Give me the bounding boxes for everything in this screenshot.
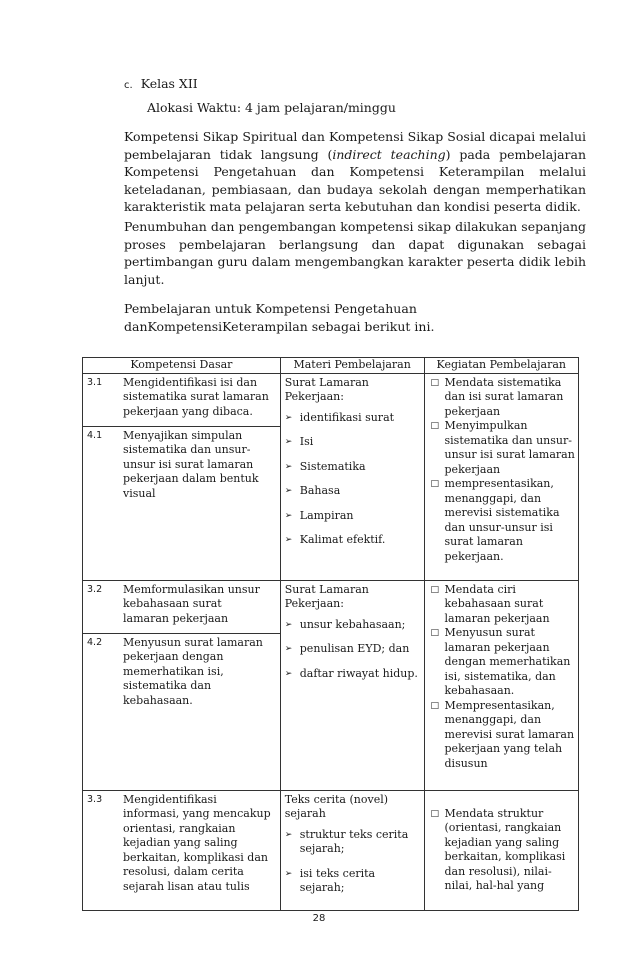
- materi-text: penulisan EYD; dan: [299, 642, 410, 655]
- kegiatan-text: Mempresentasikan, menanggapi, dan merevisi surat lamaran pekerjaan yang telah disusun: [444, 698, 575, 770]
- kd-item: [83, 581, 280, 633]
- kd-text: Menyajikan simpulan sistematika dan unsur-unsur isi surat lamaran pekerjaan dalam bentuk visual: [123, 428, 259, 500]
- materi-text: identifikasi surat: [299, 410, 395, 424]
- kd-text: Mengidentifikasi informasi, yang mencakup orientasi, rangkaian kejadian yang saling berkaitan, komplikasi dan resolusi, dalam cerita sejarah lisan atau tulis: [123, 792, 271, 893]
- arrow-bullet-icon: ➢: [284, 668, 293, 679]
- section-title: Kelas XII: [140, 76, 198, 91]
- arrow-bullet-icon: ➢: [284, 510, 293, 521]
- kd-number: 4.1: [87, 429, 103, 441]
- kd-item: [83, 791, 280, 899]
- materi-text: Kalimat efektif.: [299, 533, 386, 546]
- kegiatan-item: [431, 583, 576, 627]
- paragraph-2: Penumbuhan dan pengembangan kompetensi sikap dilakukan sepanjang proses pembelajaran berlangsung dan dapat digunakan sebagai pertimbangan guru dalam mengembangkan karakter peserta didik lebih lanjut.: [124, 219, 586, 287]
- materi-text: Sistematika: [299, 459, 366, 473]
- kegiatan-text: Mendata struktur (orientasi, rangkaian kejadian yang saling berkaitan, komplikasi dan resolusi), nilai-nilai, hal-hal yang: [444, 806, 566, 892]
- materi-item: [285, 642, 420, 657]
- arrow-bullet-icon: ➢: [284, 412, 293, 423]
- kd-item: [83, 426, 280, 506]
- materi-item: [285, 618, 420, 633]
- kd-text: Menyusun surat lamaran pekerjaan dengan memerhatikan isi, sistematika dan kebahasaan.: [123, 635, 263, 707]
- materi-item: [285, 435, 420, 450]
- kegiatan-cell: [424, 373, 578, 580]
- materi-cell: [280, 373, 424, 580]
- kd-text: Memformulasikan unsur kebahasaan surat lamaran pekerjaan: [123, 582, 260, 625]
- kegiatan-item: [431, 807, 576, 894]
- competency-table: [82, 357, 579, 911]
- kd-item: [83, 374, 280, 426]
- arrow-bullet-icon: ➢: [284, 486, 293, 496]
- kegiatan-item: [431, 477, 576, 564]
- table-row: [83, 580, 579, 790]
- kegiatan-item: [431, 699, 576, 772]
- arrow-bullet-icon: ➢: [284, 461, 293, 472]
- materi-item: [285, 509, 420, 524]
- kd-cell: [83, 580, 281, 790]
- arrow-bullet-icon: ➢: [284, 619, 293, 630]
- checkbox-bullet-icon: □: [430, 628, 440, 638]
- checkbox-bullet-icon: □: [430, 421, 440, 431]
- table-row: [83, 373, 579, 580]
- materi-item: [285, 484, 420, 499]
- checkbox-bullet-icon: □: [430, 700, 440, 711]
- materi-text: Isi: [299, 435, 314, 448]
- kd-number: 4.2: [87, 636, 103, 648]
- kegiatan-cell: [424, 580, 578, 790]
- paragraph-1: [124, 128, 586, 216]
- kegiatan-text: Mendata sistematika dan isi surat lamaran pekerjaan: [444, 375, 564, 418]
- paragraph-1-end: ) pada pembelajaran Kompetensi Pengetahuan dan Kompetensi Keterampilan melalui keteladanan, pembiasaan, dan budaya sekolah dengan memperhatikan karakteristik mata pelajaran serta kebutuhan dan kondisi peserta didik.: [124, 146, 587, 214]
- arrow-bullet-icon: ➢: [284, 644, 293, 654]
- materi-text: Bahasa: [299, 484, 341, 497]
- kegiatan-text: Mendata ciri kebahasaan surat lamaran pekerjaan: [444, 582, 550, 625]
- section-heading: [124, 76, 198, 91]
- paragraph-3-line-2: danKompetensiKeterampilan sebagai berikut ini.: [124, 318, 435, 334]
- arrow-bullet-icon: ➢: [284, 829, 293, 840]
- kd-number: 3.3: [87, 793, 103, 805]
- kegiatan-text: Menyimpulkan sistematika dan unsur-unsur isi surat lamaran pekerjaan: [444, 419, 575, 476]
- header-kompetensi-dasar: Kompetensi Dasar: [83, 358, 281, 374]
- header-kegiatan: Kegiatan Pembelajaran: [424, 358, 578, 374]
- materi-text: isi teks cerita sejarah;: [299, 866, 376, 894]
- kd-cell: [83, 373, 281, 580]
- page-number: 28: [312, 913, 326, 924]
- checkbox-bullet-icon: □: [430, 479, 440, 489]
- materi-text: Lampiran: [299, 508, 354, 522]
- kegiatan-item: [431, 419, 576, 477]
- materi-item: [285, 867, 420, 896]
- paragraph-3-line-1: Pembelajaran untuk Kompetensi Pengetahuan: [124, 301, 417, 316]
- materi-text: struktur teks cerita sejarah;: [299, 827, 409, 855]
- kegiatan-item: [431, 376, 576, 420]
- table-row: [83, 790, 579, 910]
- arrow-bullet-icon: ➢: [284, 437, 293, 447]
- checkbox-bullet-icon: □: [430, 377, 440, 388]
- materi-item: [285, 411, 420, 426]
- materi-cell: [280, 580, 424, 790]
- paragraph-1-start: Kompetensi Sikap Spiritual dan Kompetensi Sikap Sosial dicapai melalui pembelajaran tidak langsung (: [124, 129, 586, 162]
- materi-title: Teks cerita (novel) sejarah: [284, 792, 389, 820]
- materi-title: Surat Lamaran Pekerjaan:: [284, 582, 369, 610]
- kd-text: Mengidentifikasi isi dan sistematika surat lamaran pekerjaan yang dibaca.: [123, 375, 269, 418]
- materi-title: Surat Lamaran Pekerjaan:: [284, 375, 369, 403]
- materi-item: [285, 460, 420, 475]
- materi-item: [285, 667, 420, 682]
- kd-item: [83, 633, 280, 713]
- kd-cell: [83, 790, 281, 910]
- materi-item: [285, 828, 420, 857]
- section-letter: c.: [124, 80, 133, 91]
- arrow-bullet-icon: ➢: [284, 868, 293, 879]
- arrow-bullet-icon: ➢: [284, 535, 293, 545]
- kegiatan-cell: [424, 790, 578, 910]
- paragraph-1-emphasis: indirect teaching: [332, 146, 446, 162]
- kegiatan-item: [431, 626, 576, 699]
- kd-number: 3.2: [87, 583, 103, 595]
- kd-number: 3.1: [87, 376, 103, 388]
- materi-text: daftar riwayat hidup.: [299, 666, 418, 680]
- checkbox-bullet-icon: □: [430, 584, 440, 595]
- header-materi: Materi Pembelajaran: [280, 358, 424, 374]
- checkbox-bullet-icon: □: [430, 808, 440, 819]
- kegiatan-text: mempresentasikan, menanggapi, dan merevisi sistematika dan unsur-unsur isi surat lamaran pekerjaan.: [444, 477, 560, 563]
- time-allocation: Alokasi Waktu: 4 jam pelajaran/minggu: [147, 100, 396, 115]
- table-header-row: [83, 358, 579, 374]
- materi-text: unsur kebahasaan;: [299, 617, 406, 631]
- materi-cell: [280, 790, 424, 910]
- materi-item: [285, 533, 420, 548]
- kegiatan-text: Menyusun surat lamaran pekerjaan dengan memerhatikan isi, sistematika, dan kebahasaan.: [444, 626, 571, 697]
- paragraph-3: [124, 300, 586, 335]
